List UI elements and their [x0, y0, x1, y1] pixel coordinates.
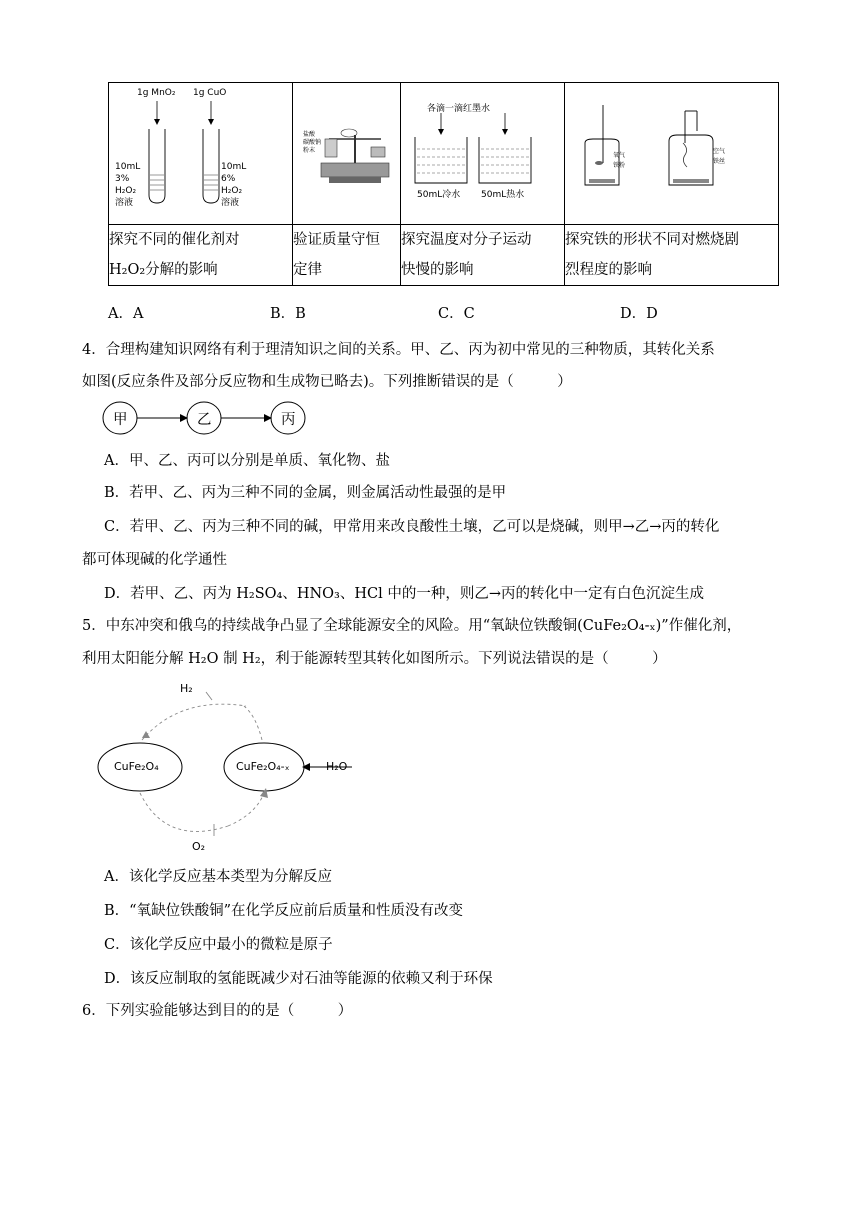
q5-stem-1: 5．中东冲突和俄乌的持续战争凸显了全球能源安全的风险。用“氧缺位铁酸铜(CuFe₂O₄-ₓ)”作催化剂， [82, 618, 742, 634]
q5-stem-2: 利用太阳能分解 H₂O 制 H₂，利于能源转型其转化如图所示。下列说法错误的是（ ） [82, 651, 667, 667]
q5-option-a[interactable]: A．该化学反应基本类型为分解反应 [104, 869, 332, 885]
q5-option-b[interactable]: B．“氧缺位铁酸铜”在化学反应前后质量和性质没有改变 [104, 903, 463, 919]
o2-label: O₂ [192, 840, 206, 853]
label-mno2: 1g MnO₂ [137, 88, 176, 98]
q4-option-c-2: 都可体现碱的化学通性 [82, 552, 227, 568]
figure-beakers [401, 83, 565, 225]
node-yi: 乙 [197, 412, 212, 428]
q3-option-c[interactable]: C．C [438, 306, 475, 322]
q5-option-d[interactable]: D．该反应制取的氢能既减少对石油等能源的依赖又利于环保 [104, 971, 493, 987]
cell-catalyst: 探究不同的催化剂对 H₂O₂分解的影响 [109, 225, 293, 286]
q3-option-d[interactable]: D．D [620, 306, 658, 322]
figure-catalyst [109, 83, 293, 225]
left-compound: CuFe₂O₄ [114, 760, 159, 773]
cell-iron-shape: 探究铁的形状不同对燃烧剧 烈程度的影响 [565, 225, 779, 286]
q4-option-a[interactable]: A．甲、乙、丙可以分别是单质、氧化物、盐 [104, 453, 390, 469]
q6-stem: 6．下列实验能够达到目的的是（ ） [82, 1003, 353, 1019]
q4-stem-1: 4．合理构建知识网络有利于理清知识之间的关系。甲、乙、丙为初中常见的三种物质，其转化关系 [82, 342, 715, 358]
q4-option-c-1[interactable]: C．若甲、乙、丙为三种不同的碱，甲常用来改良酸性土壤，乙可以是烧碱，则甲→乙→丙的转化 [104, 519, 720, 535]
cold-water-label: 50mL冷水 [417, 190, 461, 200]
beaker-top-label: 各滴一滴红墨水 [427, 104, 491, 114]
q4-option-d[interactable]: D．若甲、乙、丙为 H₂SO₄、HNO₃、HCl 中的一种，则乙→丙的转化中一定有白色沉淀生成 [104, 586, 704, 602]
node-bing: 丙 [281, 412, 296, 428]
left-jar-label: 氧气 铁粉 [613, 152, 626, 169]
hot-water-label: 50mL热水 [481, 190, 525, 200]
right-compound: CuFe₂O₄-ₓ [236, 760, 290, 773]
cell-mass: 验证质量守恒 定律 [293, 225, 401, 286]
figure-iron-burning [565, 83, 779, 225]
node-jia: 甲 [113, 412, 128, 428]
q3-option-b[interactable]: B．B [270, 306, 306, 322]
left-tube-label: 10mL 3% H₂O₂ 溶液 [115, 162, 141, 208]
iron-burning-diagram [565, 83, 779, 220]
experiment-table [108, 82, 779, 286]
q5-option-c[interactable]: C．该化学反应中最小的微粒是原子 [104, 937, 333, 953]
label-cuo: 1g CuO [193, 88, 227, 98]
q4-option-b[interactable]: B．若甲、乙、丙为三种不同的金属，则金属活动性最强的是甲 [104, 485, 507, 501]
figure-balance [293, 83, 401, 225]
q4-stem-2: 如图(反应条件及部分反应物和生成物已略去)。下列推断错误的是（ ） [82, 374, 572, 390]
water-label: H₂O [326, 760, 348, 773]
q3-option-a[interactable]: A．A [108, 306, 144, 322]
h2-label: H₂ [180, 682, 193, 695]
right-jar-label: 空气 铁丝 [713, 148, 726, 165]
cell-temperature: 探究温度对分子运动 快慢的影响 [401, 225, 565, 286]
balance-label: 盐酸 碳酸钠 粉末 [303, 131, 322, 154]
right-tube-label: 10mL 6% H₂O₂ 溶液 [221, 162, 247, 208]
